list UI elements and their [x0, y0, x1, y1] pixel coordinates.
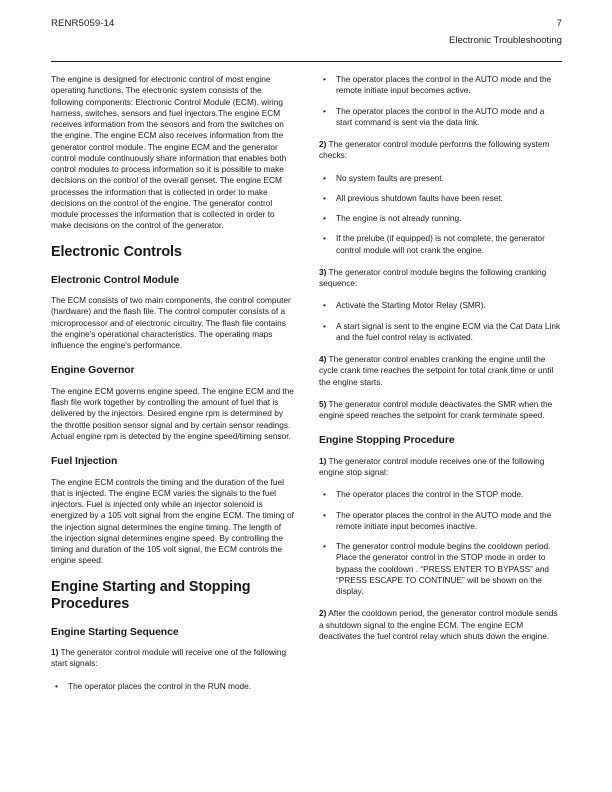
page-header — [51, 18, 562, 60]
list-item-text: No system faults are present. — [336, 172, 444, 183]
bullet-icon: • — [323, 213, 326, 223]
stop-step-1 — [319, 456, 562, 479]
start-step-5 — [319, 399, 562, 422]
list-item — [319, 321, 562, 344]
list-item — [319, 173, 562, 184]
list-item-text: The generator control module begins the cooldown period. Place the generator control in the STOP mode in order to bypass the cooldown . “PRESS ENTER TO BYPASS” and “PRESS ESCAPE TO CONTINUE” will be shown on the display. — [336, 541, 551, 596]
stop-step-2-text: After the cooldown period, the generator control module sends a shutdown signal to the engine ECM. The engine ECM deactivates the fuel control relay which shuts down the engine. — [319, 608, 558, 641]
list-item — [319, 74, 562, 97]
bullet-icon: • — [55, 680, 58, 691]
list-item-text: If the prelube (if equipped) is not complete, the generator control module will not crank the engine. — [336, 233, 545, 255]
heading-engine-governor: Engine Governor — [51, 365, 135, 377]
list-item-text: The engine is not already running. — [336, 213, 462, 223]
bullet-icon: • — [323, 192, 326, 203]
start-step-4-number: 4) — [319, 354, 327, 364]
body-columns — [51, 74, 562, 703]
list-item — [319, 233, 562, 256]
header-document-id: RENR5059-14 — [51, 18, 115, 29]
bullet-icon: • — [323, 105, 326, 116]
heading-engine-stopping-procedure: Engine Stopping Procedure — [319, 435, 455, 447]
heading-electronic-control-module: Electronic Control Module — [51, 274, 180, 286]
stop-step-2 — [319, 608, 562, 642]
list-item — [319, 193, 562, 204]
list-item — [319, 213, 562, 224]
heading-fuel-injection: Fuel Injection — [51, 456, 118, 467]
stop-step-1-number: 1) — [319, 455, 327, 466]
start-step-4-text: The generator control enables cranking the engine until the cycle crank time reaches the setpoint for total crank time or until the engine starts. — [319, 354, 554, 387]
bullet-icon: • — [323, 509, 326, 520]
stop-signal-list — [319, 489, 562, 597]
list-item — [319, 510, 562, 533]
start-step-3-number: 3) — [319, 266, 327, 277]
heading-electronic-controls: Electronic Controls — [51, 243, 182, 260]
header-divider-rule — [51, 61, 562, 62]
list-item-text: The operator places the control in the STOP mode. — [336, 489, 524, 500]
bullet-icon: • — [323, 541, 326, 551]
bullet-icon: • — [323, 74, 326, 84]
cranking-sequence-list — [319, 300, 562, 343]
ecm-paragraph: The ECM consists of two main components, the control computer (hardware) and the flash file. The control computer consists of a microprocessor and of electronic circuitry. The flash file contains the engine's operational characteristics. The operating maps influence the engine's performance. — [51, 295, 291, 350]
heading-engine-starting-and-stopping-procedures: Engine Starting and Stopping Procedures — [51, 578, 251, 612]
bullet-icon: • — [323, 489, 326, 500]
start-step-4 — [319, 354, 562, 388]
intro-paragraph: The engine is designed for electronic control of most engine operating functions. The electronic system consists of the following components: Electronic Control Module (ECM), wiring harness, switches, sensors and fuel injectors.The engine ECM receives information from the sensors and from the switches on the engine. The engine ECM also receives information from the generator control module. The engine ECM and the generator control module continuously share information that enables both control modules to process information so it is possible to make decisions on the control of the overall genset. The engine ECM processes the information that is collected in order to make decisions on the control of the engine. The generator control module processes the information that is collected in order to make decisions on the control of the generator. — [51, 74, 287, 231]
start-signal-list — [51, 681, 294, 692]
start-step-1 — [51, 647, 294, 670]
start-step-5-number: 5) — [319, 398, 327, 409]
header-page-number: 7 — [556, 18, 562, 29]
system-check-list — [319, 173, 562, 256]
stop-step-1-text: The generator control module receives one of the following engine stop signal: — [319, 455, 545, 477]
list-item-text: The operator places the control in the AUTO mode and the remote initiate input becomes inactive. — [336, 509, 552, 531]
stop-step-2-number: 2) — [319, 608, 327, 619]
fuel-injection-paragraph: The engine ECM controls the timing and the duration of the fuel that is injected. The engine ECM varies the signals to the fuel injectors. Fuel is injected only while an injector solenoid is energized by a 105 volt signal from the engine ECM. The timing of the injection signal determines the engine timing. The length of the injection signal determines engine speed. By controlling the timing and duration of the 105 volt signal, the ECM controls the engine speed. — [51, 476, 294, 566]
start-signal-list-continued — [319, 74, 562, 128]
list-item-text: The operator places the control in the AUTO mode and the remote initiate input becomes active. — [336, 74, 552, 96]
start-step-1-text: The generator control module will receive one of the following start signals: — [51, 647, 287, 669]
bullet-icon: • — [323, 172, 326, 183]
engine-governor-paragraph: The engine ECM governs engine speed. The engine ECM and the flash file work together by controlling the amount of fuel that is delivered by the injectors. Desired engine rpm is determined by the throttle position sensor signal and by certain sensor readings. Actual engine rpm is detected by the engine speed/timing sensor. — [51, 385, 294, 441]
start-step-2-text: The generator control module performs the following system checks: — [319, 139, 550, 161]
list-item-text: Activate the Starting Motor Relay (SMR). — [336, 300, 486, 311]
list-item-text: The operator places the control in the RUN mode. — [68, 680, 252, 691]
bullet-icon: • — [323, 233, 326, 244]
list-item — [51, 681, 294, 692]
start-step-3-text: The generator control module begins the following cranking sequence: — [319, 266, 547, 288]
list-item — [319, 489, 562, 500]
bullet-icon: • — [323, 320, 326, 331]
heading-engine-starting-sequence: Engine Starting Sequence — [51, 626, 179, 638]
list-item — [319, 300, 562, 311]
list-item-text: The operator places the control in the AUTO mode and a start command is sent via the data link. — [336, 105, 545, 127]
list-item — [319, 541, 562, 597]
start-step-2-number: 2) — [319, 139, 327, 149]
list-item-text: All previous shutdown faults have been reset. — [336, 192, 503, 203]
list-item — [319, 106, 562, 129]
start-step-2 — [319, 139, 562, 162]
list-item-text: A start signal is sent to the engine ECM via the Cat Data Link and the fuel control relay is activated. — [336, 320, 561, 342]
right-column — [319, 74, 562, 703]
start-step-3 — [319, 267, 562, 290]
start-step-1-number: 1) — [51, 647, 59, 657]
left-column — [51, 74, 294, 703]
bullet-icon: • — [323, 300, 326, 311]
start-step-5-text: The generator control module deactivates the SMR when the engine speed reaches the setpoint for crank terminate speed. — [319, 398, 553, 420]
header-section-title: Electronic Troubleshooting — [448, 35, 562, 46]
